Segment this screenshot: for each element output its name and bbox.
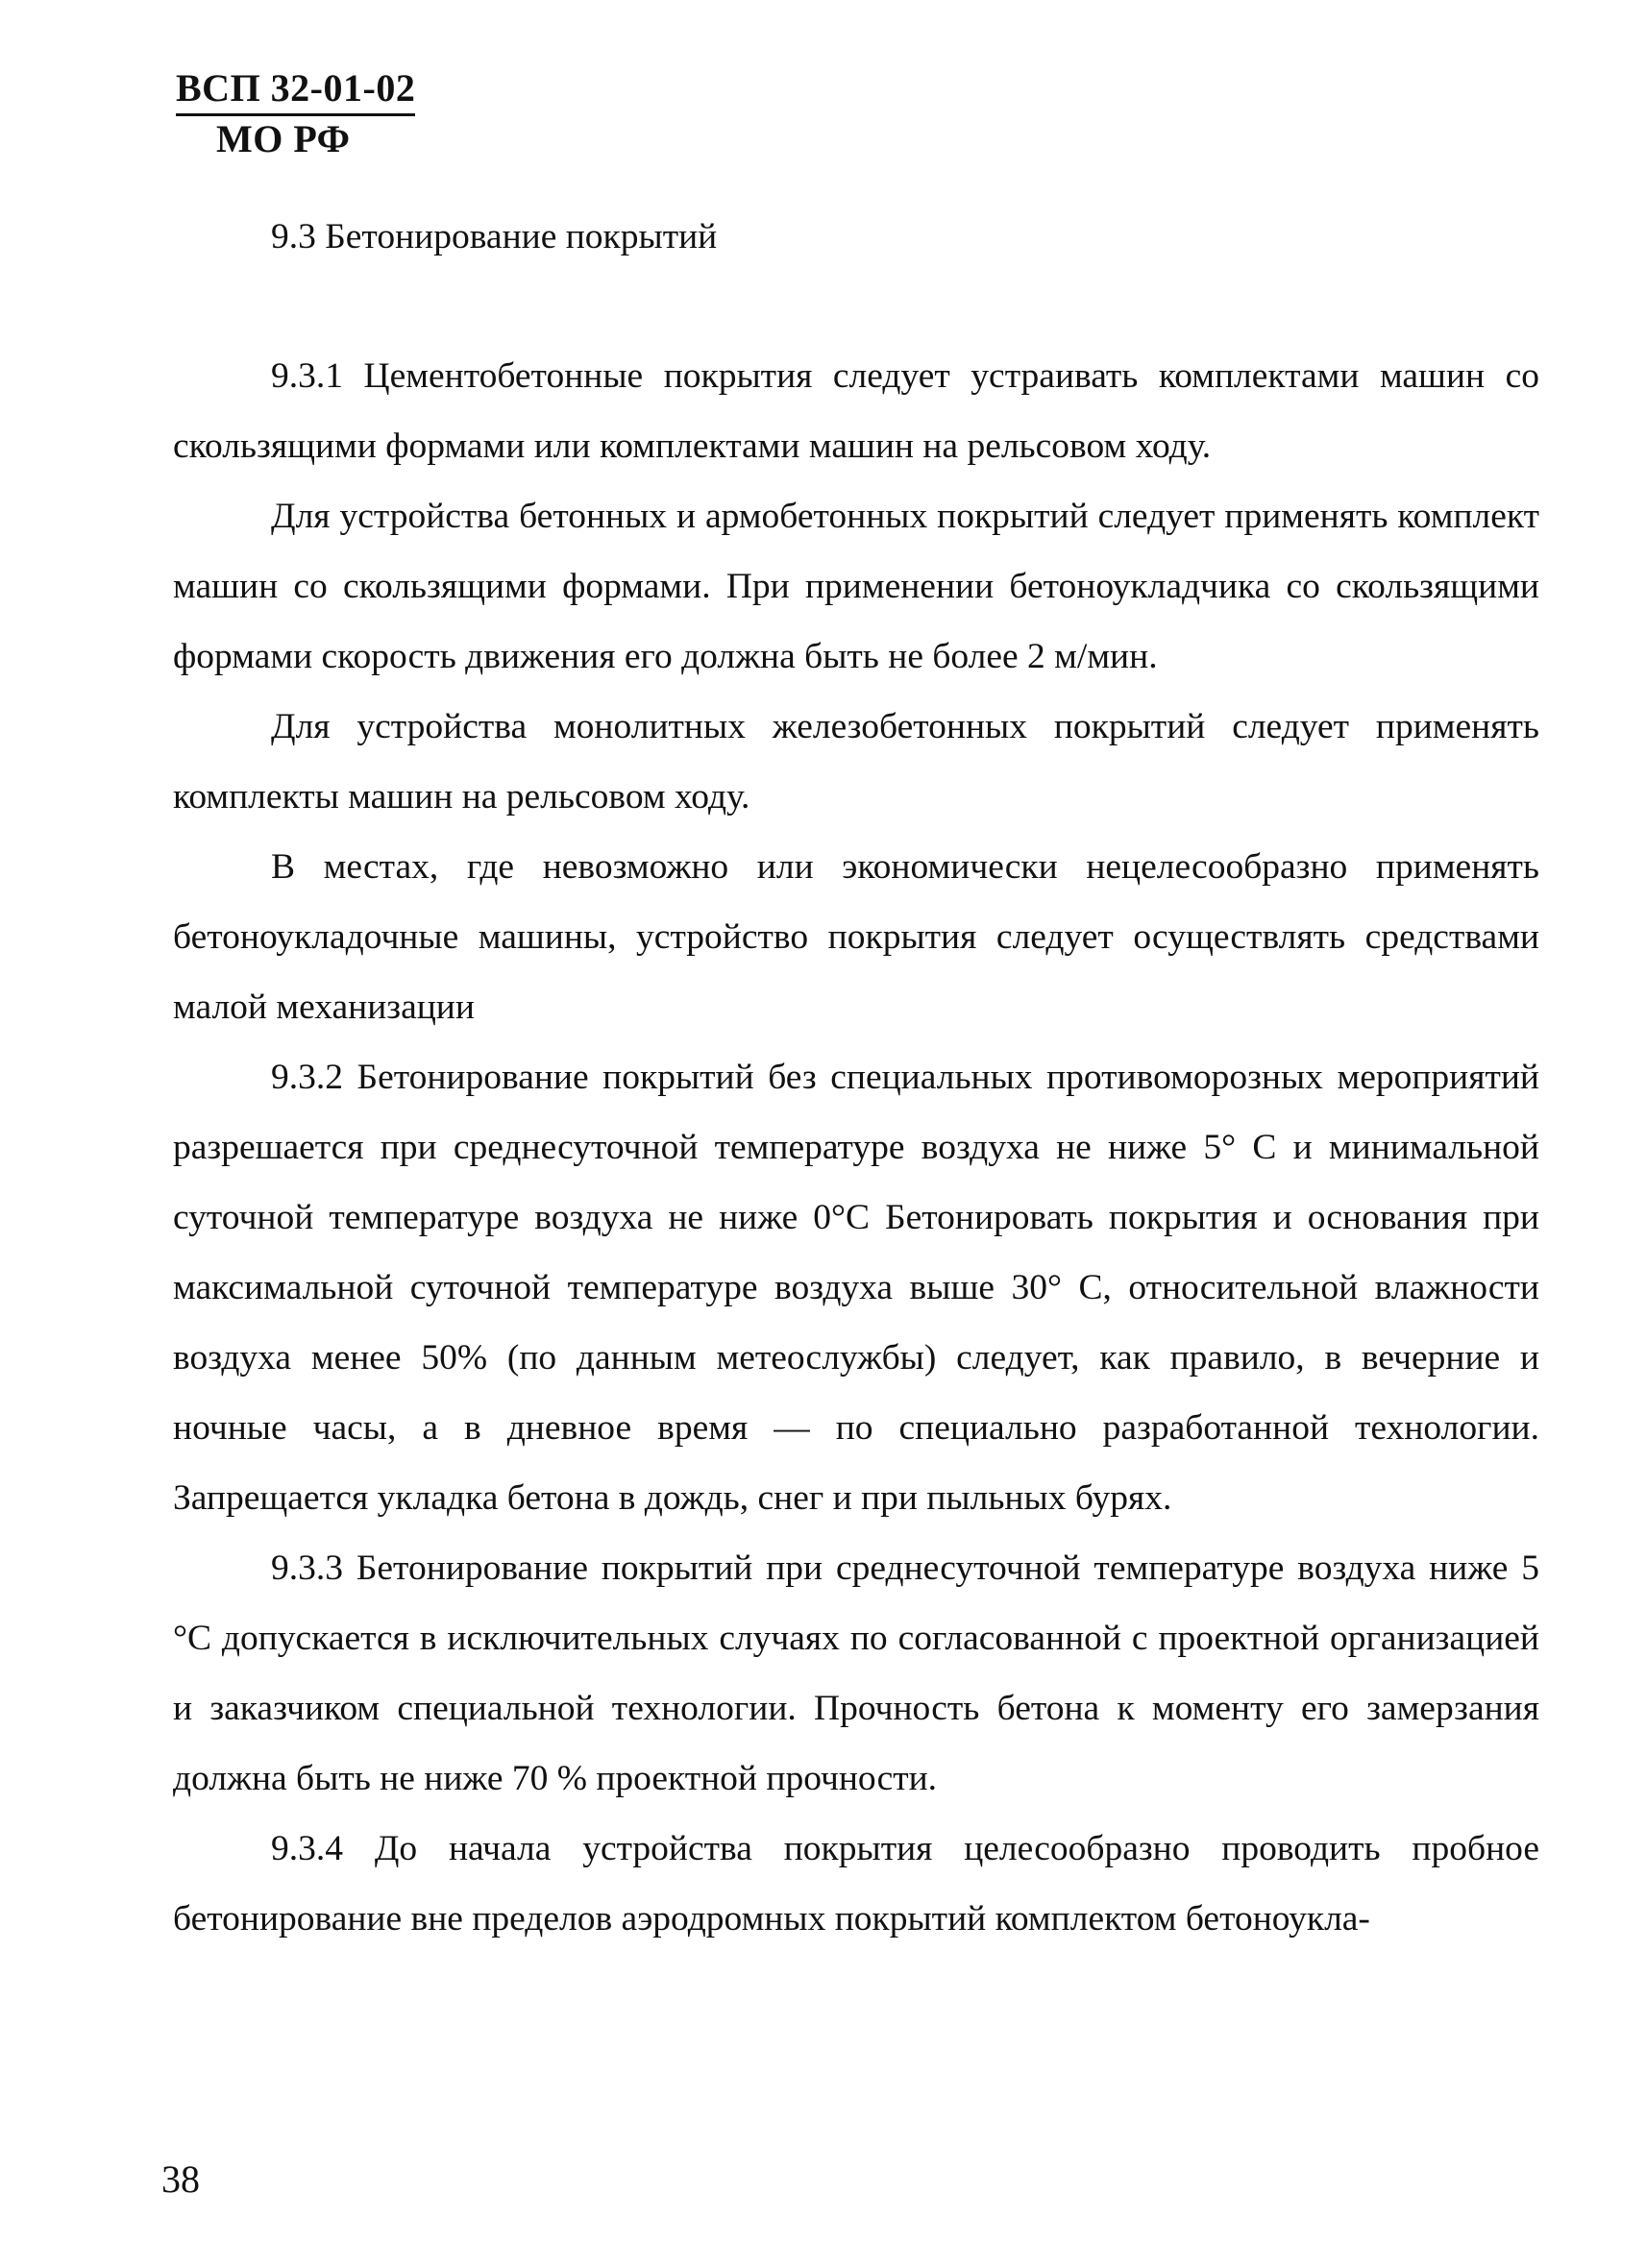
- document-code: ВСП 32-01-02: [176, 65, 415, 116]
- paragraph-9-3-4: 9.3.4 До начала устройства покрытия целесообразно проводить пробное бетонирование вне пределов аэродромных покрытий комплектом бетоноукла-: [173, 1829, 1539, 1939]
- paragraph-small-mechanization: В местах, где невозможно или экономически нецелесообразно применять бетоноукладочные машины, устройство покрытия следует осуществлять средствами малой механизации: [173, 847, 1539, 1027]
- paragraph-9-3-1: 9.3.1 Цементобетонные покрытия следует устраивать комплектами машин со скользящими формами или комплектами машин на рельсовом ходу.: [173, 356, 1539, 466]
- page-number: 38: [161, 2158, 200, 2201]
- document-body: [173, 202, 1539, 1954]
- paragraph-9-3-3: 9.3.3 Бетонирование покрытий при среднесуточной температуре воздуха ниже 5 °С допускается в исключительных случаях по согласованной с проектной организацией и заказчиком специальной технологии. Прочность бетона к моменту его замерзания должна быть не ниже 70 % проектной прочности.: [173, 1549, 1539, 1798]
- document-header: [176, 65, 415, 162]
- document-organization: МО РФ: [216, 117, 351, 160]
- paragraph-monolithic-reinforced: Для устройства монолитных железобетонных покрытий следует применять комплекты машин на рельсовом ходу.: [173, 707, 1539, 817]
- section-title: 9.3 Бетонирование покрытий: [271, 217, 718, 256]
- paragraph-9-3-2: 9.3.2 Бетонирование покрытий без специальных противоморозных мероприятий разрешается при среднесуточной температуре воздуха не ниже 5° С и минимальной суточной температуре воздуха не ниже 0°С Бетонировать покрытия и основания при максимальной суточной температуре воздуха выше 30° С, относительной влажности воздуха менее 50% (по данным метеослужбы) следует, как правило, в вечерние и ночные часы, а в дневное время — по специально разработанной технологии. Запрещается укладка бетона в дождь, снег и при пыльных бурях.: [173, 1058, 1539, 1518]
- paragraph-concrete-armoconcrete: Для устройства бетонных и армобетонных покрытий следует применять комплект машин со скользящими формами. При применении бетоноукладчика со скользящими формами скорость движения его должна быть не более 2 м/мин.: [173, 497, 1539, 676]
